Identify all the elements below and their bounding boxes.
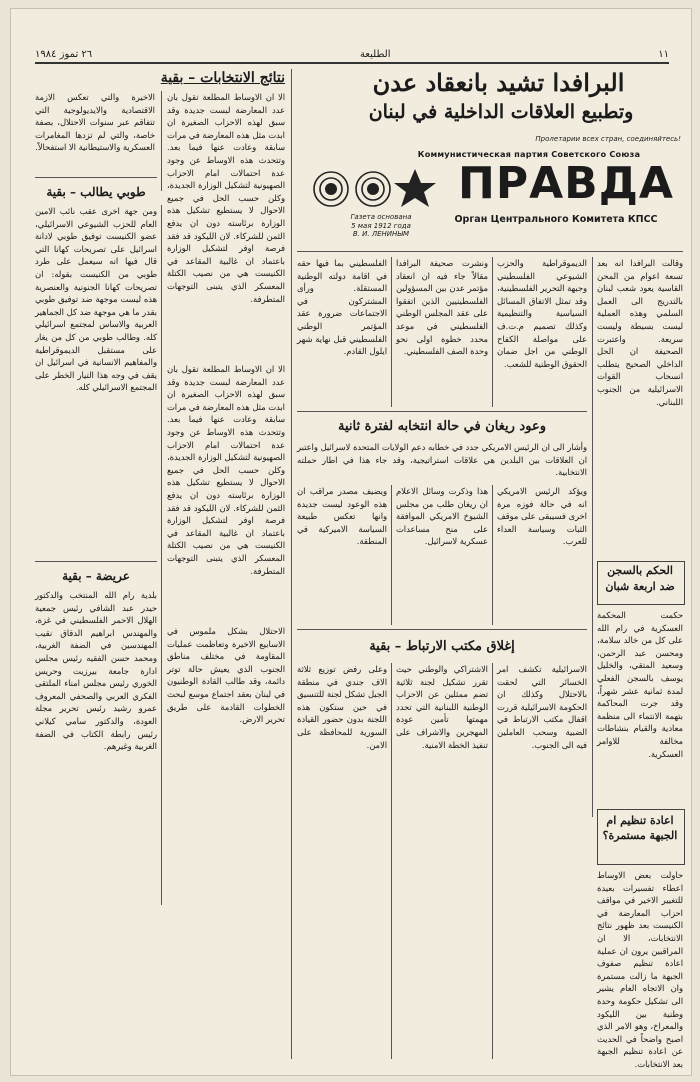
reagan-col-d: ويؤكد الرئيس الامريكي انه في حالة فوزه مرة اخرى فسيبقى على موقف الثبات وسياسة العداء للعرب.: [497, 486, 587, 547]
column-rule: [161, 205, 162, 905]
pravda-title: ПРАВДА: [458, 158, 674, 209]
column-rule: [391, 663, 392, 1059]
column-rule: [391, 485, 392, 625]
reorg-body: حاولت بعض الاوساط اعطاء تفسيرات بعيدة للتغيير الاخير في مواقف احزاب المعارضة في الكنيست بعد ظهور نتائج الانتخابات، الا ان المراقبين يرون ان عملية اعادة تنظيم صفوف الجبهة ما زالت مستمرة وان الاتجاه العام يشير الى تشكيل حكومة وحدة وطنية بين الليكود والمعراخ، وهو الامر الذي اصبح واضحاً في الحديث عن اعادة تنظيم الجبهة بعد الانتخابات.: [597, 870, 683, 1069]
elections-col-c: الا ان الاوساط المطلعة تقول بان عدد المعارضة لبست جديدة وقد سبق لهذه الاحزاب الصغيرة ان ابدت مثل هذه المعارضة في مرات سابقة وعادت عنها فيما بعد. وتتحدث هذه الاوساط عن وجود عدة احتمالات امام الاحزاب الصهيونية لتشكيل الوزارة الجديدة، وكلن حسب الحل في جميع الاحوال لا يستطيع تشكيل هذه الوزارة برئاسته دون ان يدفع الثمن للشركاء. لان الليكود قد فقد فرصة اوفر لتشكيل الوزارة باعتماد ان غالبية المقاعد في الكنيست هي من نصيب الكتلة المعسكر الذي يتبنى التوجهات المتطرفة.: [167, 364, 285, 576]
founded-line-2: 5 мая 1912 года: [351, 221, 411, 230]
pravda-slogan: Пролетарии всех стран, соединяйтесь!: [535, 135, 681, 143]
elections-col-b: الا ان الاوساط المطلعة تقول بان عدد المعارضة لبست جديدة وقد سبق لهذه الاحزاب الصغيرة ان ابدت مثل هذه المعارضة في مرات سابقة وعادت عنها فيما بعد. وتتحدث هذه الاوساط عن وجود عدة احتمالات امام الاحزاب الصهيونية لتشكيل الوزارة الجديدة، وكلن حسب الحل في جميع الاحوال لا يستطيع تشكيل هذه الوزارة برئاسته دون ان يدفع الثمن للشركاء. لان الليكود قد فقد فرصة اوفر لتشكيل الوزارة باعتماد ان غالبية المقاعد في الكنيست هي من نصيب الكتلة المعسكر الذي يتبنى التوجهات المتطرفة.: [167, 92, 285, 304]
newspaper-page: [10, 8, 692, 1076]
column-rule: [492, 257, 493, 407]
sub-headline: وتطبيع العلاقات الداخلية في لبنان: [368, 101, 634, 123]
column-rule: [492, 485, 493, 625]
liaison-col-c: الاسرائيلية تكشف امر الخسائر التي لحقت بالاحتلال وكذلك ان الحكومة الاسرائيلية قررت اقفال مكتب الارتباط في الضبية وسحب العاملين فيه الى الجنوب.: [497, 664, 587, 750]
liaison-headline: إغلاق مكتب الارتباط – بقية: [369, 639, 515, 654]
page-header: [35, 46, 669, 64]
liaison-col-b: الاشتراكي والوطني حيث تقرر تشكيل لجنة ثلاثية تضم ممثلين عن الاحزاب الوطنية اللبنانية التي تحدد مهمتها تأمين عودة المهجرين والاشراف على تنفيذ الخطة الامنية.: [396, 664, 488, 750]
elections-col-a: الاخيرة والتي تعكس الازمة الاقتصادية والايديولوجية التي تتفاقم عبر سنوات الاحتلال، بصفة خاصة، والتي لم تزدها المغامرات العسكرية والاستيطانية الا استفحالاً.: [35, 92, 155, 153]
founded-line-3: В. И. ЛЕНИНЫМ: [352, 230, 410, 239]
arida-headline: عريضة – بقية: [62, 569, 130, 583]
column-rule: [291, 489, 292, 1059]
center-col-c: الديموقراطية والحزب الشيوعي الفلسطيني وجبهة التحرير الفلسطينية، وقد تمثل الاتفاق المسائل السياسية والتنظيمية وكذلك تصميم م.ت.ف على مواصلة الكفاح الوطني من اجل ضمان الحقوق الوطنية للشعب.: [497, 258, 587, 369]
tubi-headline: طوبي يطالب – بقية: [46, 185, 146, 199]
reagan-headline: وعود ريغان في حالة انتخابه لفترة ثانية: [338, 419, 546, 434]
center-col-b: ونشرت صحيفة البرافدا مقالاً جاء فيه ان انعقاد مؤتمر عدن بين المسؤولين الفلسطينيين الذين اتفقوا على عقد المجلس الوطني الفلسطيني في موعد محدد خطوة اولى نحو وحدة الصف الفلسطيني.: [396, 258, 488, 357]
sentence-headline: الحكم بالسجن ضد اربعة شبان: [605, 564, 675, 593]
column-rule: [291, 69, 292, 489]
sentence-body: حكمت المحكمة العسكرية في رام الله على كل من خالد سلامة، ومحسن عبد الرحمن، وسعيد المتقي، والخليل يوسف بالسجن الفعلي لمدة ثمانية عشر شهراً، وقد جرت المحاكمة بتهمة الانتماء الى منظمة معادية والقيام بنشاطات مخالفة للاوامر العسكرية.: [597, 610, 683, 759]
column-rule: [161, 91, 162, 191]
organ-line: Орган Центрального Комитета КПСС: [454, 214, 658, 225]
column-rule: [492, 663, 493, 1059]
column-rule: [592, 257, 593, 817]
reagan-col-b: ويضيف مصدر مراقب ان هذه الوعود ليست جديدة وانها تعكس طبيعة السياسة الاميركية في المنطقة.: [297, 486, 387, 547]
tubi-body: ومن جهة اخرى عقب نائب الامين العام للحزب الشيوعي الاسرائيلي، عضو الكنيست توفيق طوبي لادانة اسرائيل على تصريحات كهانا التي قال فيها انه سيعمل على طرد طوبي من الكنيست بقوله: ان تصريحات كهانا الجنونية والعنصرية هذه ليست موجهة ضد توفيق طوبي بقدر ما هي موجهة ضد كل الجماهير العربية والاساس لمجتمع اسرائيلي كله. وطالب طوبي من كل من يغار على مستقبل الديموقراطية والمفاهيم الانسانية في اسرائيل ان يقف في وجه هذا التيار الخطر على المجتمع الاسرائيلي كله.: [35, 206, 157, 393]
liaison-col-a: وعلى رفض توزيع ثلاثة الاف جندي في منطقة الجبل تشكل لجنة للتنسيق في حين ستكون هذه اللجنة بدون حضور القيادة السورية للمحافظة على الامن.: [297, 664, 387, 750]
elections-headline: نتائج الانتخابات – بقية: [160, 70, 285, 86]
section-rule: [35, 177, 157, 178]
reorg-headline: اعادة تنظيم ام الجبهة مستمرة؟: [602, 814, 678, 842]
founded-block: [331, 213, 431, 239]
order-medals-emblem: [309, 159, 444, 219]
center-col-d: وقالت البرافدا انه بعد تسعة اعوام من المحن القاسية يعود شعب لبنان بالتدريج الى العمل السلمي وهذه العملية ليست بسيطة وليست سريعة. واعتبرت الصحيفة ان الحل الداخلي الصحيح يتطلب انسحاب القوات الاسرائيلية من الجنوب اللبناني.: [597, 258, 683, 407]
reagan-col-c: هذا وذكرت وسائل الاعلام ان ريغان طلب من مجلس الشيوخ الامريكي الموافقة على منح مساعدات عسكرية لاسرائيل.: [396, 486, 488, 547]
reagan-col-a: وأشار الى ان الرئيس الامريكي جدد في خطابه دعم الولايات المتحدة لاسرائيل واعتبر ان العلاقات بين البلدين هي علاقات استراتيجية، وقد جاء هذا في اطار حملته الانتخابية.: [297, 442, 587, 478]
section-rule: [35, 561, 157, 562]
paper-name: الطليعة: [359, 48, 391, 60]
left-low-body: الاحتلال بشكل ملموس في الاسابيع الاخيرة وتعاظمت عمليات المقاومة في مختلف مناطق الجنوب الذي يعيش حالة توتر دائمة، وقد طالب القادة الوطنيون في لبنان بعقد اجتماع موسع لبحث الخطوات القادمة على طريق تحرير الارض.: [167, 626, 285, 725]
column-rule: [391, 257, 392, 407]
issue-date: ٢٦ تموز ١٩٨٤: [35, 48, 93, 60]
section-rule: [297, 251, 683, 252]
founded-line-1: Газета основана: [350, 213, 412, 221]
center-col-a: الفلسطيني بما فيها حقه في اقامة دولته الوطنية المستقلة. ورأى المشتركون في الاجتماعات ضرورة عقد المؤتمر الوطني الفلسطيني قبل نهاية شهر ايلول القادم.: [297, 258, 387, 357]
main-headline: البرافدا تشيد بانعقاد عدن: [372, 68, 625, 97]
section-rule: [297, 411, 587, 412]
arida-body: بلدية رام الله المنتخب والدكتور حيدر عبد الشافي رئيس جمعية الهلال الاحمر الفلسطيني في غزة، والمهندس ابراهيم الدقاق نقيب المهندسين في الضفة الغربية، ومحمد حسن الفقيه رئيس مجلس ادارة جامعة بيرزيت وحريس الخوري رئيس مجلس امناء الملتقى الفكري العربي والصحفي المعروف عمرو رشيد رئيس تحرير مجلة العودة، والدكتور سامي كيلاني رئيس رابطة الكتاب في الضفة الغربية وغيرهم.: [35, 590, 157, 752]
party-line: Коммунистическая партия Советского Союза: [417, 149, 641, 159]
section-rule: [297, 629, 587, 630]
page-number: ١١: [658, 48, 669, 60]
